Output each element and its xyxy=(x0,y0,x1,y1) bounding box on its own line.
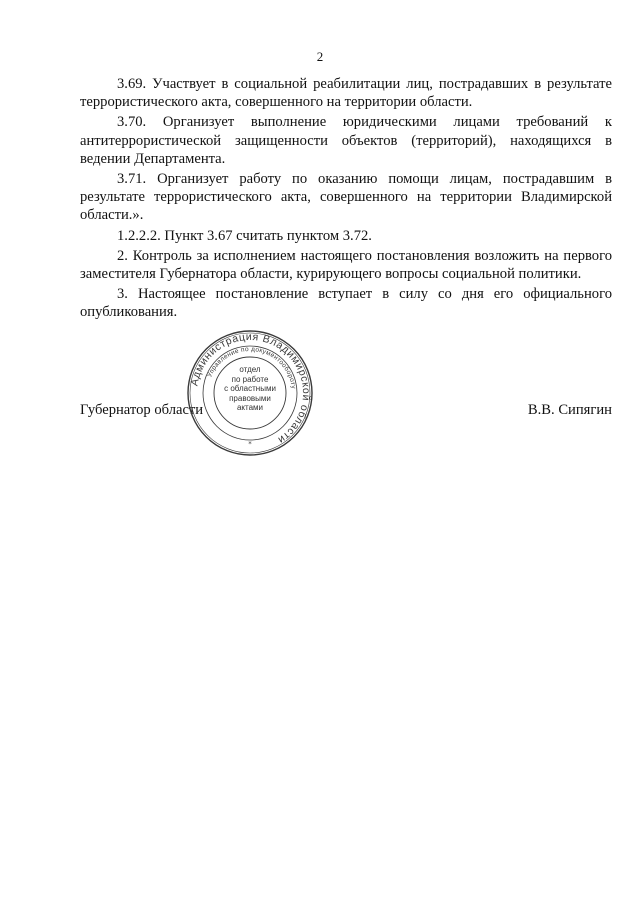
stamp-inner-text: Управление по документообороту xyxy=(206,345,297,390)
stamp-star-icon: * xyxy=(248,440,252,448)
paragraph-3-effect: 3. Настоящее постановление вступает в силу со дня его официального опубликования. xyxy=(80,286,612,321)
stamp-line: с областными xyxy=(224,384,276,393)
paragraph-2-control: 2. Контроль за исполнением настоящего постановления возложить на первого заместителя Губернатора области, курирующего вопросы социальной политики. xyxy=(80,247,612,283)
page-number: 2 xyxy=(316,49,324,64)
paragraph-3-70: 3.70. Организует выполнение юридическими лицами требований к антитеррористической защищенности объектов (территорий), находящихся в ведении Департамента. xyxy=(80,114,612,167)
signature-name: В.В. Сипягин xyxy=(527,402,612,418)
stamp-outer-text: Администрация Владимирской области xyxy=(188,330,313,447)
stamp-line: отдел xyxy=(239,365,261,374)
official-stamp xyxy=(186,329,314,457)
stamp-line: по работе xyxy=(231,374,269,384)
paragraph-3-71: 3.71. Организует работу по оказанию помощи лицам, пострадавшим в результате террористического акта, совершенного на территории Владимирской области.». xyxy=(80,171,612,224)
signature-title: Губернатор области xyxy=(80,402,204,418)
document-body xyxy=(80,75,612,324)
paragraph-1-2-2-2: 1.2.2.2. Пункт 3.67 считать пунктом 3.72. xyxy=(117,227,372,244)
stamp-line: правовыми xyxy=(229,393,271,403)
stamp-center-text xyxy=(214,365,286,413)
stamp-line: актами xyxy=(236,403,264,412)
paragraph-3-69: 3.69. Участвует в социальной реабилитации лиц, пострадавших в результате террористического акта, совершенного на территории области. xyxy=(80,76,612,111)
